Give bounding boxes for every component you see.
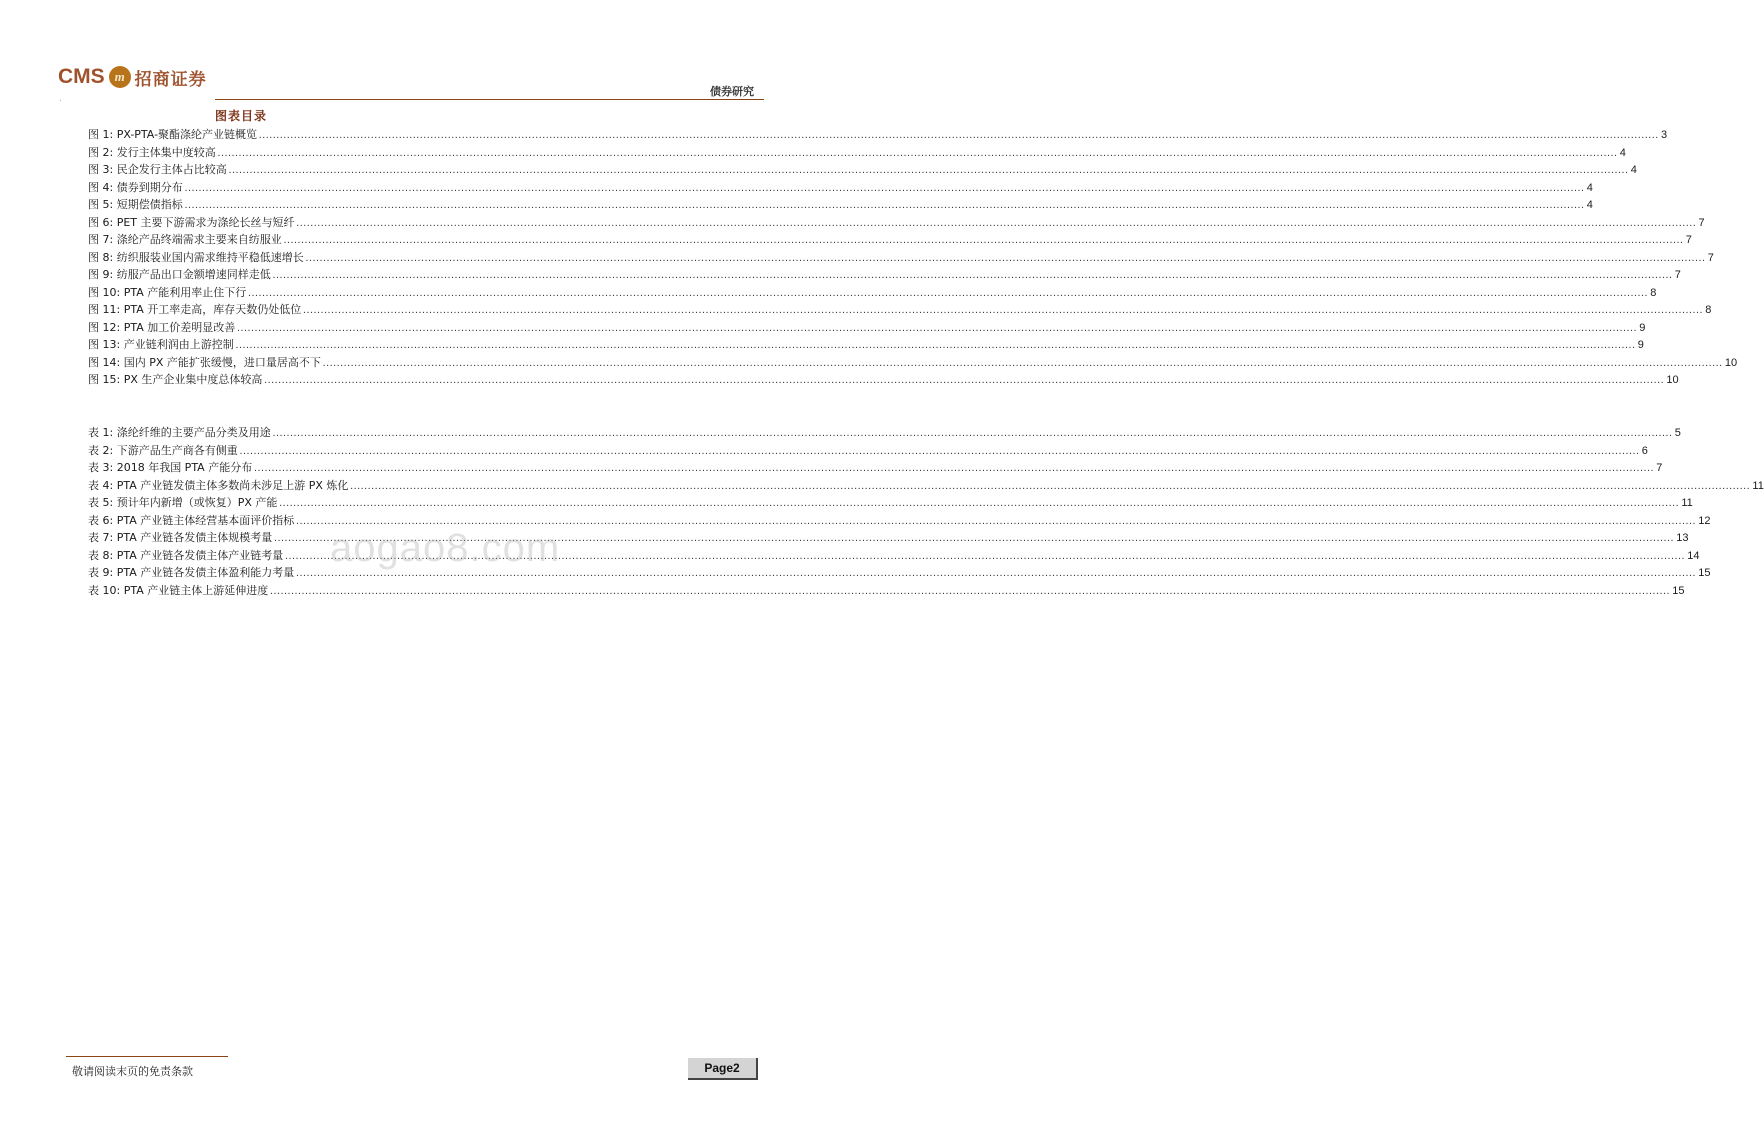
toc-entry[interactable] — [88, 582, 1685, 600]
toc-entry-page: 3 — [1661, 129, 1668, 141]
company-logo — [58, 62, 207, 92]
toc-leader-dots: ................................................................................................................................................................................................................................................................................................................................................................................................................ — [259, 130, 1660, 141]
toc-entry-page: 7 — [1707, 251, 1714, 264]
toc-leader-dots: ................................................................................................................................................................................................................................................................................................................................................................................................................ — [274, 533, 1675, 544]
toc-entry-page: 15 — [1672, 584, 1685, 597]
toc-entry[interactable] — [88, 371, 1679, 389]
toc-entry-label: 图 1: PX-PTA-聚酯涤纶产业链概览 — [88, 128, 258, 141]
toc-leader-dots: ................................................................................................................................................................................................................................................................................................................................................................................................................ — [264, 375, 1665, 386]
toc-entry-label: 图 8: 纺织服装业国内需求维持平稳低速增长 — [88, 250, 304, 264]
header-divider — [215, 99, 764, 100]
toc-entry-page: 4 — [1630, 164, 1637, 176]
toc-entry-page: 9 — [1637, 339, 1644, 351]
toc-entry-label: 图 6: PET 主要下游需求为涤纶长丝与短纤 — [88, 215, 295, 229]
toc-entry-label: 表 1: 涤纶纤维的主要产品分类及用途 — [88, 426, 271, 439]
toc-entry-page: 7 — [1674, 269, 1681, 281]
toc-entry-label: 表 5: 预计年内新增（或恢复）PX 产能 — [88, 496, 278, 509]
toc-leader-dots: ................................................................................................................................................................................................................................................................................................................................................................................................................ — [350, 480, 1751, 492]
toc-entry-page: 5 — [1674, 427, 1681, 439]
toc-entry-label: 图 3: 民企发行主体占比较高 — [88, 163, 227, 176]
toc-entry[interactable] — [88, 424, 1681, 442]
toc-leader-dots: ................................................................................................................................................................................................................................................................................................................................................................................................................ — [235, 340, 1636, 351]
toc-leader-dots: ................................................................................................................................................................................................................................................................................................................................................................................................................ — [305, 252, 1706, 264]
toc-leader-dots: ................................................................................................................................................................................................................................................................................................................................................................................................................ — [296, 217, 1697, 229]
toc-entry-page: 13 — [1676, 532, 1689, 544]
toc-leader-dots: ................................................................................................................................................................................................................................................................................................................................................................................................................ — [272, 270, 1673, 281]
toc-leader-dots: ................................................................................................................................................................................................................................................................................................................................................................................................................ — [254, 463, 1655, 474]
toc-leader-dots: ................................................................................................................................................................................................................................................................................................................................................................................................................ — [248, 287, 1649, 299]
toc-title: 图表目录 — [215, 109, 268, 123]
watermark-text: aogao8.com — [330, 526, 561, 570]
toc-entry-label: 图 2: 发行主体集中度较高 — [88, 145, 216, 159]
toc-leader-dots: ................................................................................................................................................................................................................................................................................................................................................................................................................ — [296, 515, 1697, 527]
header-dot-decoration — [60, 100, 61, 101]
toc-leader-dots: ................................................................................................................................................................................................................................................................................................................................................................................................................ — [217, 147, 1618, 159]
logo-chinese-text: 招商证券 — [134, 69, 207, 90]
toc-entry-label: 表 10: PTA 产业链主体上游延伸进度 — [88, 583, 269, 597]
footer-divider — [66, 1056, 228, 1057]
toc-leader-dots: ................................................................................................................................................................................................................................................................................................................................................................................................................ — [296, 568, 1697, 579]
toc-entry[interactable] — [88, 459, 1663, 477]
toc-entry[interactable] — [88, 144, 1626, 162]
toc-entry-label: 图 5: 短期偿债指标 — [88, 198, 183, 211]
toc-entry-label: 表 4: PTA 产业链发债主体多数尚未涉足上游 PX 炼化 — [88, 478, 349, 492]
toc-entry-page: 11 — [1752, 479, 1764, 492]
toc-entry-label: 图 15: PX 生产企业集中度总体较高 — [88, 373, 263, 386]
toc-entry-page: 9 — [1639, 321, 1646, 334]
toc-entry-label: 表 9: PTA 产业链各发债主体盈利能力考量 — [88, 566, 295, 579]
toc-entry-page: 10 — [1666, 374, 1679, 386]
report-section-label: 债券研究 — [710, 85, 754, 98]
toc-entry[interactable] — [88, 266, 1681, 284]
logo-mark-icon — [109, 66, 131, 88]
toc-entry-label: 图 12: PTA 加工价差明显改善 — [88, 320, 236, 334]
toc-leader-dots: ................................................................................................................................................................................................................................................................................................................................................................................................................ — [239, 445, 1640, 457]
toc-entry-label: 表 2: 下游产品生产商各有侧重 — [88, 443, 238, 457]
toc-entry-page: 6 — [1641, 444, 1648, 457]
toc-entry[interactable] — [88, 319, 1646, 337]
toc-entry-label: 表 6: PTA 产业链主体经营基本面评价指标 — [88, 513, 295, 527]
toc-leader-dots: ................................................................................................................................................................................................................................................................................................................................................................................................................ — [279, 498, 1680, 509]
toc-entry-label: 图 11: PTA 开工率走高，库存天数仍处低位 — [88, 303, 302, 316]
toc-entry-page: 11 — [1681, 497, 1693, 509]
toc-entry-page: 7 — [1698, 216, 1705, 229]
table-list — [88, 424, 1764, 599]
toc-entry[interactable] — [88, 336, 1644, 354]
toc-entry[interactable] — [88, 442, 1648, 460]
toc-entry-page: 8 — [1650, 286, 1657, 299]
toc-entry[interactable] — [88, 494, 1693, 512]
toc-leader-dots: ................................................................................................................................................................................................................................................................................................................................................................................................................ — [184, 200, 1585, 211]
page-number: Page2 — [704, 1061, 740, 1075]
toc-entry-label: 图 4: 债券到期分布 — [88, 180, 183, 194]
toc-entry[interactable] — [88, 354, 1738, 372]
toc-entry[interactable] — [88, 179, 1593, 197]
toc-entry-page: 4 — [1586, 181, 1593, 194]
toc-entry[interactable] — [88, 126, 1668, 144]
toc-entry-label: 表 8: PTA 产业链各发债主体产业链考量 — [88, 548, 284, 562]
toc-leader-dots: ................................................................................................................................................................................................................................................................................................................................................................................................................ — [228, 165, 1629, 176]
toc-entry-page: 15 — [1698, 567, 1711, 579]
figure-list — [88, 126, 1738, 389]
toc-leader-dots: ................................................................................................................................................................................................................................................................................................................................................................................................................ — [237, 322, 1638, 334]
toc-entry-page: 4 — [1619, 146, 1626, 159]
toc-entry[interactable] — [88, 477, 1764, 495]
toc-entry-label: 图 7: 涤纶产品终端需求主要来自纺服业 — [88, 233, 282, 246]
logo-latin-text: CMS — [58, 65, 105, 88]
toc-entry-page: 12 — [1698, 514, 1711, 527]
toc-entry[interactable] — [88, 284, 1657, 302]
toc-leader-dots: ................................................................................................................................................................................................................................................................................................................................................................................................................ — [322, 357, 1723, 369]
toc-entry-page: 10 — [1724, 356, 1738, 369]
toc-entry[interactable] — [88, 301, 1712, 319]
toc-entry-label: 图 10: PTA 产能利用率止住下行 — [88, 285, 247, 299]
toc-entry-page: 4 — [1586, 199, 1593, 211]
toc-leader-dots: ................................................................................................................................................................................................................................................................................................................................................................................................................ — [303, 305, 1704, 316]
toc-entry-page: 14 — [1687, 549, 1700, 562]
toc-entry-page: 8 — [1705, 304, 1712, 316]
toc-entry-label: 图 14: 国内 PX 产能扩张缓慢，进口量居高不下 — [88, 355, 321, 369]
toc-entry-label: 图 9: 纺服产品出口金额增速同样走低 — [88, 268, 271, 281]
toc-entry[interactable] — [88, 249, 1714, 267]
toc-leader-dots: ................................................................................................................................................................................................................................................................................................................................................................................................................ — [283, 235, 1684, 246]
toc-leader-dots: ................................................................................................................................................................................................................................................................................................................................................................................................................ — [285, 550, 1686, 562]
logo-mark-letter: m — [114, 69, 125, 84]
toc-entry-page: 7 — [1685, 234, 1692, 246]
toc-entry-label: 表 7: PTA 产业链各发债主体规模考量 — [88, 531, 273, 544]
footer-disclaimer: 敬请阅读末页的免责条款 — [72, 1065, 193, 1078]
toc-entry[interactable] — [88, 214, 1705, 232]
toc-entry[interactable] — [88, 196, 1593, 214]
toc-leader-dots: ................................................................................................................................................................................................................................................................................................................................................................................................................ — [270, 585, 1671, 597]
toc-entry[interactable] — [88, 231, 1692, 249]
page-number-box — [688, 1058, 758, 1080]
toc-leader-dots: ................................................................................................................................................................................................................................................................................................................................................................................................................ — [272, 428, 1673, 439]
toc-entry[interactable] — [88, 161, 1637, 179]
toc-leader-dots: ................................................................................................................................................................................................................................................................................................................................................................................................................ — [184, 182, 1585, 194]
toc-entry-label: 表 3: 2018 年我国 PTA 产能分布 — [88, 461, 253, 474]
toc-entry-label: 图 13: 产业链利润由上游控制 — [88, 338, 234, 351]
toc-entry-page: 7 — [1656, 462, 1663, 474]
